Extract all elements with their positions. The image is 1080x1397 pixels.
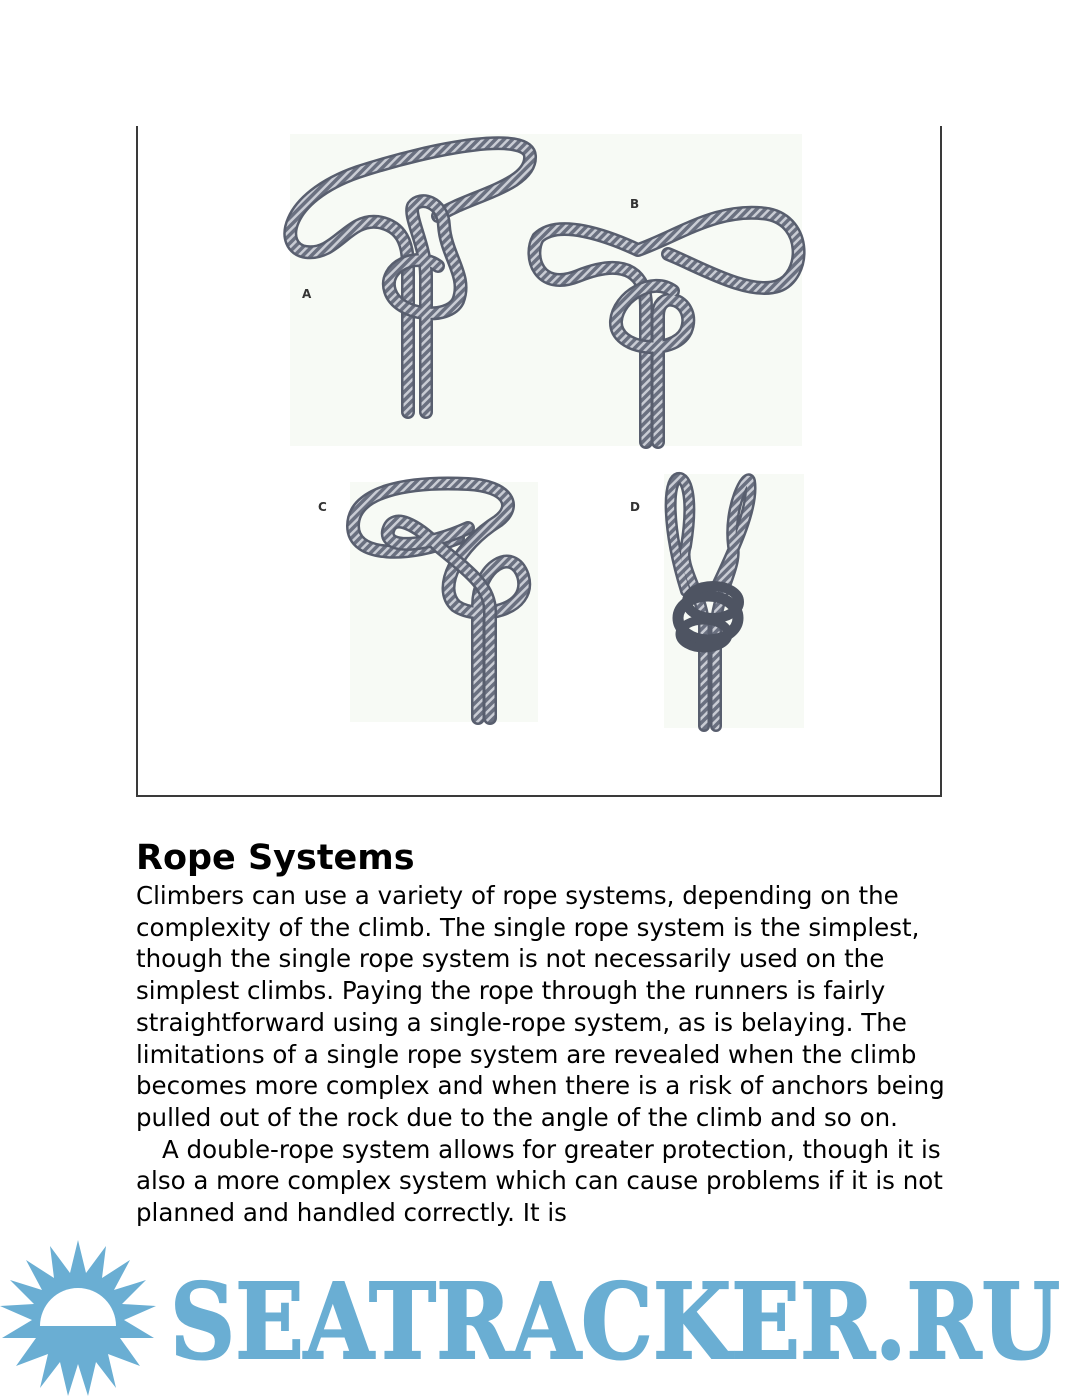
watermark (0, 1230, 1080, 1397)
section-body (136, 880, 966, 1260)
panel-label-c: C (318, 500, 327, 514)
paragraph-2: A double-rope system allows for greater protection, though it is also a more complex system which can cause problems if it is not planned and handled correctly. It is (136, 1134, 943, 1228)
watermark-text: SEATRACKER.RU (170, 1260, 1060, 1383)
panel-label-b: B (630, 197, 640, 211)
section-heading: Rope Systems (136, 838, 415, 878)
knot-figure (136, 126, 942, 797)
panel-label-d: D (630, 500, 640, 514)
paragraph-1: Climbers can use a variety of rope systems, depending on the complexity of the climb. The single rope system is the simplest, though the single rope system is not necessarily used on the simplest climbs. Paying the rope through the runners is fairly straightforward using a single-rope system, as is belaying. The limitations of a single rope system are revealed when the climb becomes more complex and when there is a risk of anchors being pulled out of the rock due to the angle of the climb and so on. (136, 881, 945, 1132)
panel-label-a: A (302, 287, 312, 301)
sun-icon (0, 1240, 156, 1396)
knot-illustration (138, 126, 944, 797)
